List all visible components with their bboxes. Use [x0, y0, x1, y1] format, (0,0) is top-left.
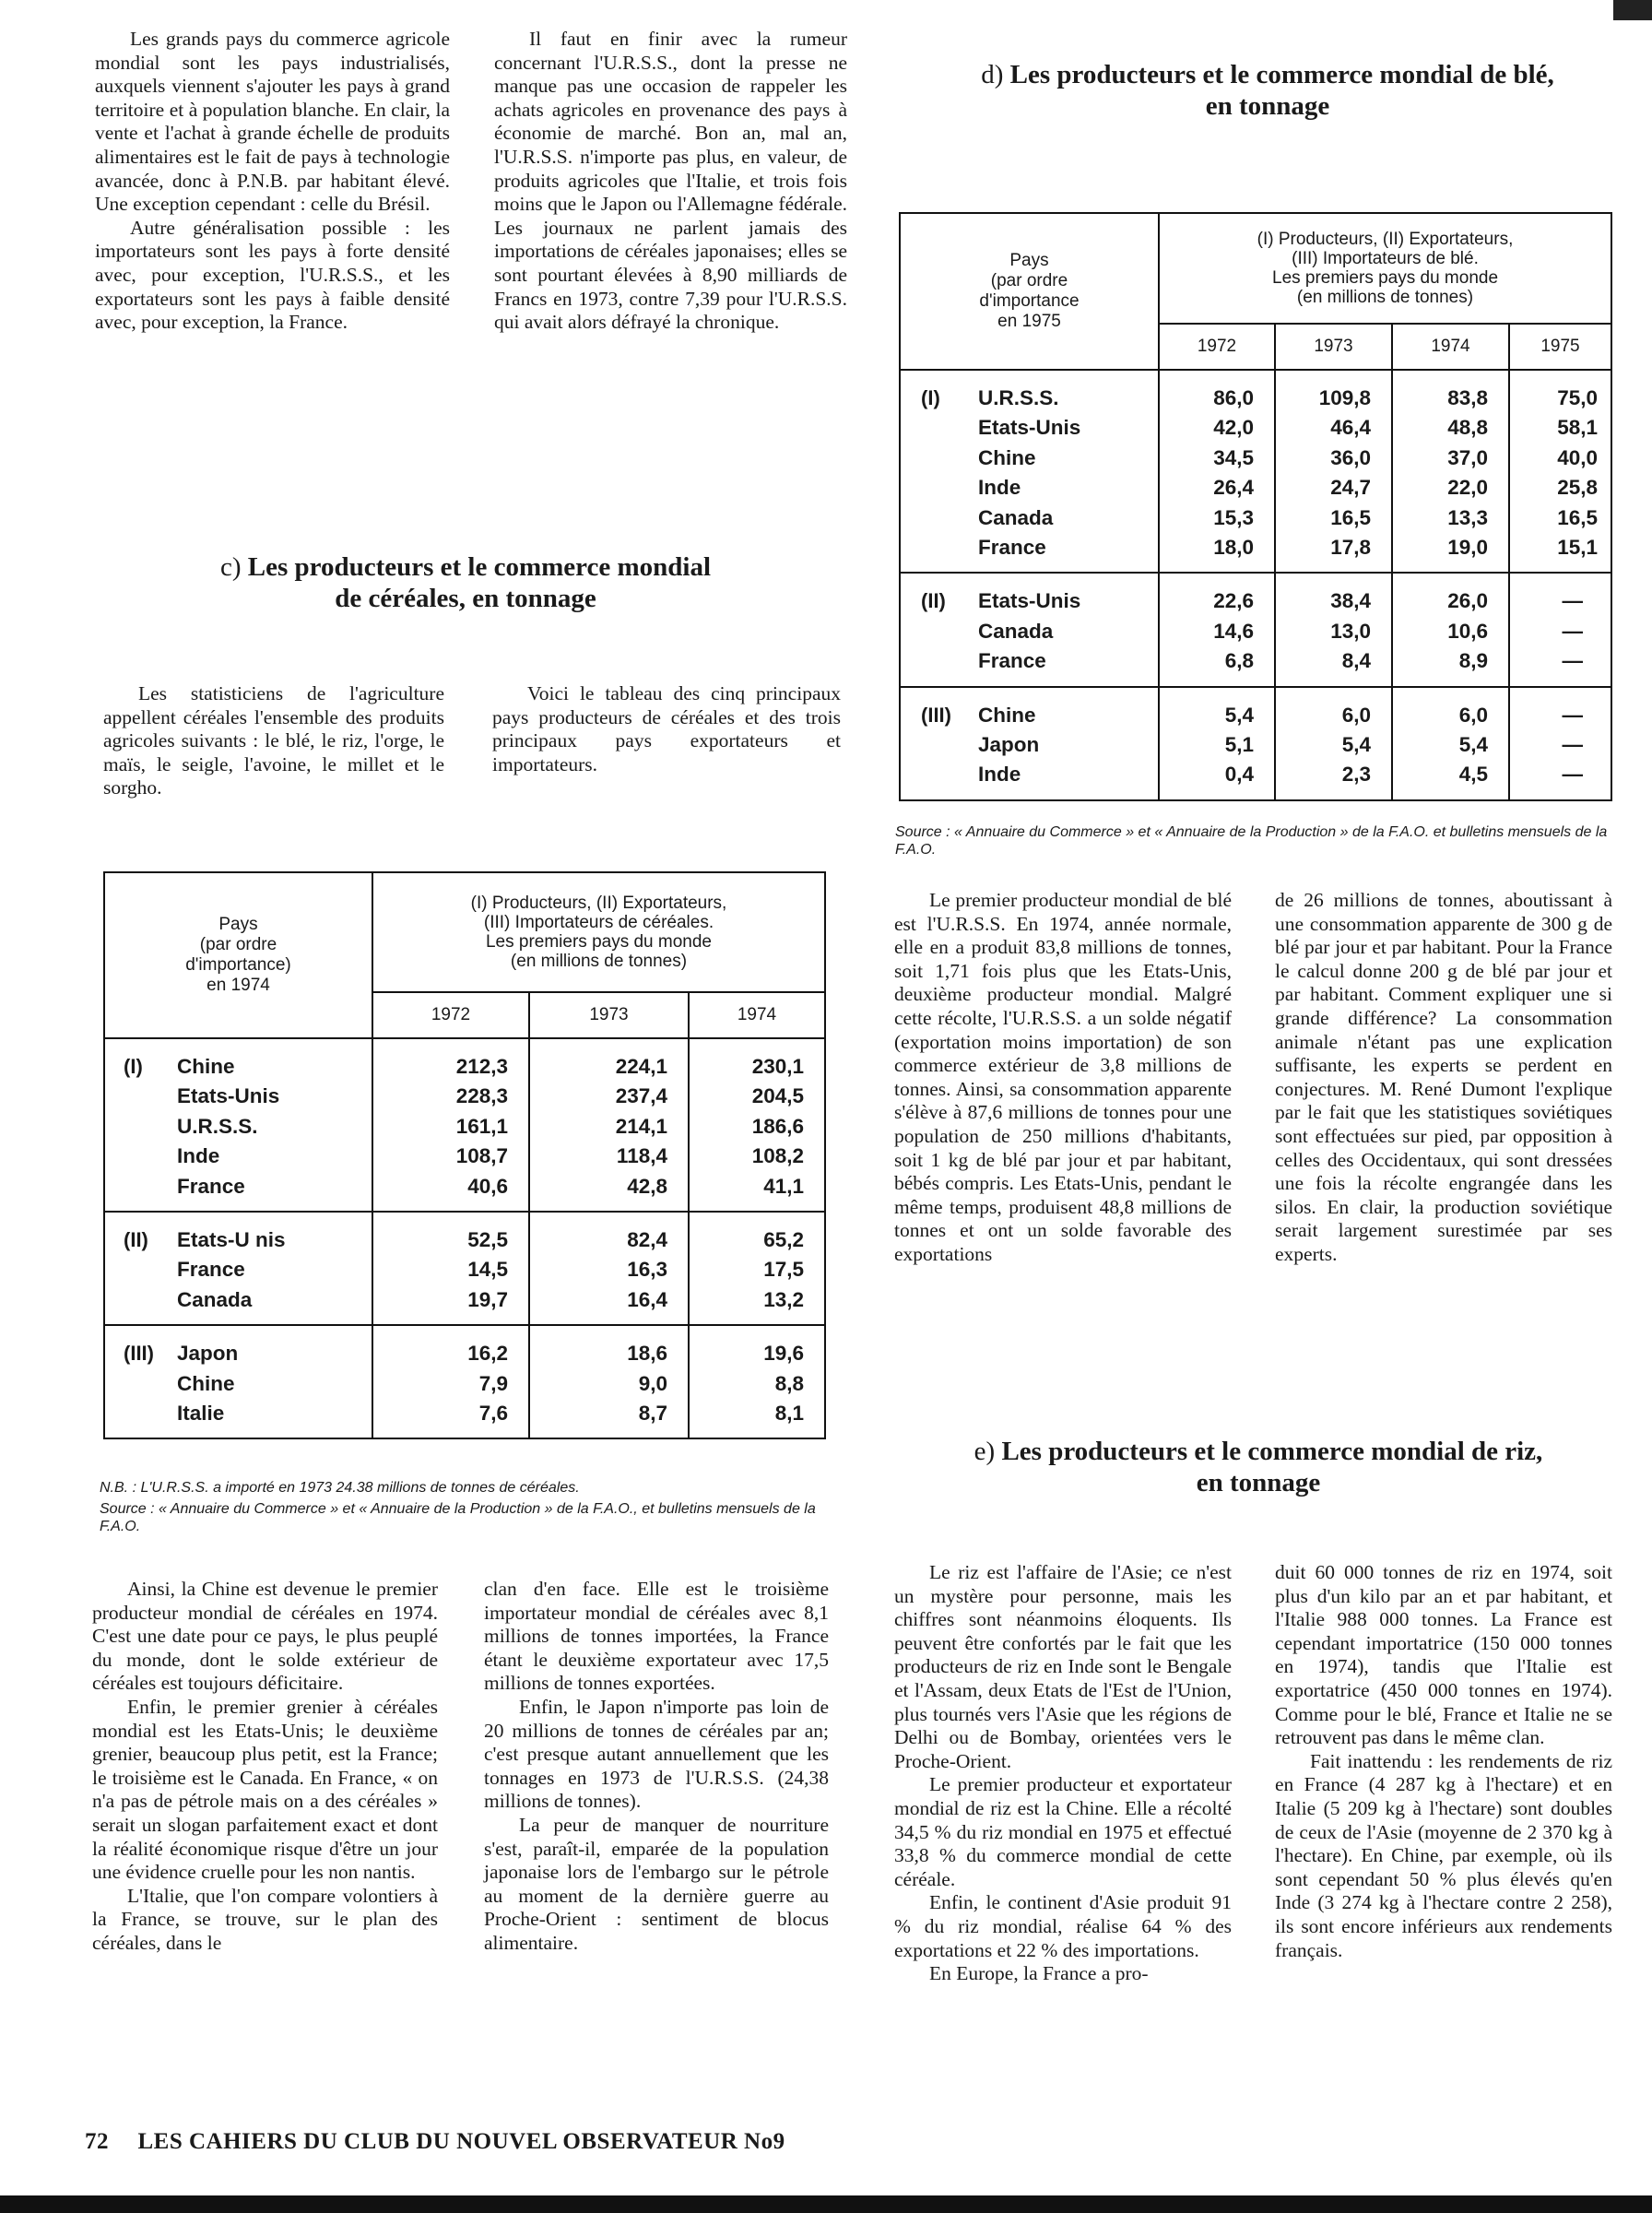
year-header-1975: 1975 [1509, 324, 1611, 370]
country-name: Italie [177, 1402, 225, 1426]
country-name: Etats-Unis [177, 1084, 280, 1108]
table-row-group-importers [104, 1325, 825, 1438]
value-cell: 42,8 [627, 1174, 667, 1198]
cereals-note: N.B. : L'U.R.S.S. a importé en 1973 24.38 millions de tonnes de céréales. [100, 1480, 580, 1496]
value-cell: 9,0 [638, 1371, 667, 1395]
section-e-heading [899, 1436, 1618, 1498]
country-name: Etats-U nis [177, 1228, 286, 1252]
year-header-1972: 1972 [1159, 324, 1275, 370]
section-e-letter: e) [974, 1437, 996, 1466]
country-name: Inde [978, 763, 1021, 787]
country-name: Japon [177, 1342, 239, 1366]
table-row-group-exporters [104, 1212, 825, 1325]
group-label: (I) [124, 1055, 143, 1078]
bottom-left-column-2: clan d'en face. Elle est le troisième importateur mondial de céréales avec 8,1 millions de tonnes importées, la France étant le deuxième exportateur avec 17,5 millions de tonnes exportées. Enfin, le Japon n'importe pas loin de 20 millions de tonnes de céréales par an; c'est presque autant annuellement que les tonnages en 1973 de l'U.R.S.S. (24,38 millions de tonnes). La peur de manquer de nourriture s'est, paraît-il, emparée de la population japonaise lors de l'embargo sur le pétrole au moment de la dernière guerre au Proche-Orient : sentiment de blocus alimentaire. [484, 1578, 829, 1954]
rice-column-2: duit 60 000 tonnes de riz en 1974, soit plus d'un kilo par an et par habitant, et l'Italie 988 000 tonnes. La France est cependant importatrice (150 000 tonnes en 1974), tandis que l'Italie est exportatrice (450 000 tonnes en 1974). Comme pour le blé, France et Italie ne se retrouvent pas dans le même clan. Fait inattendu : les rendements de riz en France (4 287 kg à l'hectare) et en Italie (5 209 kg à l'hectare) sont doubles de ceux de l'Asie (moyenne de 2 370 kg à l'hectare). En Chine, par exemple, où ils sont cependant 50 % plus élevés qu'en Inde (3 274 kg à l'hectare contre 2 258), ils sont encore inférieurs aux rendements français. [1275, 1561, 1612, 1961]
country-name: France [177, 1258, 245, 1282]
value-cell: 7,6 [478, 1402, 508, 1426]
value-cell: 26,4 [1213, 476, 1254, 500]
page-number: 72 [85, 2129, 109, 2154]
cereals-source: Source : « Annuaire du Commerce » et « Annuaire de la Production » de la F.A.O., et bulletins mensuels de la F.A.O. [100, 1501, 816, 1534]
section-c-heading [101, 551, 830, 614]
value-cell: 108,7 [455, 1144, 508, 1168]
value-cell: 16,5 [1330, 505, 1371, 529]
bottom-left-column-1: Ainsi, la Chine est devenue le premier producteur mondial de céréales en 1974. C'est une date pour ce pays, le plus peuplé du monde, dont le solde extérieur de céréales est toujours déficitaire. Enfin, le premier grenier à céréales mondial est les Etats-Unis; le deuxième grenier, beaucoup plus petit, est la France; le troisième est le Canada. En France, « on n'a pas de pétrole mais on a des céréales » serait un slogan parfaitement exact et dont la réalité économique risque d'être un jour une évidence cruelle pour les non nantis. L'Italie, que l'on compare volontiers à la France, se trouve, sur le plan des céréales, dans le [92, 1578, 438, 1954]
value-cell: 224,1 [615, 1055, 667, 1078]
value-cell: 108,2 [751, 1144, 804, 1168]
value-cell: 15,3 [1213, 505, 1254, 529]
value-cell: 10,6 [1447, 619, 1488, 643]
bottom-border [0, 2195, 1652, 2213]
value-cell: 5,4 [1341, 733, 1371, 757]
country-header: Pays (par ordre d'importance) en 1974 [104, 872, 372, 1038]
country-name: Inde [978, 476, 1021, 500]
wheat-table [899, 212, 1612, 801]
value-cell: 230,1 [751, 1055, 804, 1078]
group-label: (III) [921, 703, 951, 727]
country-name: Etats-Unis [978, 416, 1081, 440]
wheat-source: Source : « Annuaire du Commerce » et « Annuaire de la Production » de la F.A.O. et bulletins mensuels de la F.A.O. [895, 824, 1608, 858]
value-cell: 14,6 [1213, 619, 1254, 643]
value-cell: 13,3 [1447, 505, 1488, 529]
value-cell: 118,4 [616, 1144, 667, 1168]
country-name: Inde [177, 1144, 220, 1168]
value-cell: 7,9 [478, 1371, 508, 1395]
table-row-group-exporters [900, 573, 1611, 686]
section-c-letter: c) [219, 552, 242, 582]
value-cell: 109,8 [1318, 386, 1371, 409]
country-name: U.R.S.S. [978, 386, 1059, 409]
wheat-column-1: Le premier producteur mondial de blé est l'U.R.S.S. En 1974, année normale, elle en a produit 83,8 millions de tonnes, soit 1,71 fois plus que les Etats-Unis, deuxième producteur mondial. Malgré cette récolte, l'U.R.S.S. a un solde négatif (exportation moins importation) de son commerce extérieur de 3,8 millions de tonnes. Ainsi, sa consommation apparente s'élève à 87,6 millions de tonnes pour une population de 250 millions d'habitants, soit 1 kg de blé par jour et par habitant, bébés compris. Les Etats-Unis, pendant le même temps, produisent 48,8 millions de tonnes et ont un solde favorable des exportations [894, 889, 1232, 1265]
country-name: Chine [177, 1371, 235, 1395]
value-cell: 82,4 [627, 1228, 667, 1252]
section-d-title-line2: en tonnage [1205, 91, 1330, 121]
value-cell: 24,7 [1330, 476, 1371, 500]
value-cell: 8,1 [774, 1402, 804, 1426]
section-c-title-line2: de céréales, en tonnage [335, 584, 596, 613]
country-name: Canada [177, 1287, 253, 1311]
value-cell: 22,6 [1213, 589, 1254, 613]
value-cell: 5,4 [1224, 703, 1254, 727]
value-cell: 8,8 [774, 1371, 804, 1395]
value-cell: — [1562, 733, 1584, 757]
table-row-group-importers [900, 687, 1611, 800]
table-description-header: (I) Producteurs, (II) Exportateurs, (III) Importateurs de céréales. Les premiers pays du monde (en millions de tonnes) [372, 872, 825, 992]
country-name: U.R.S.S. [177, 1114, 258, 1138]
country-name: Chine [978, 445, 1036, 469]
value-cell: 17,8 [1330, 536, 1371, 560]
country-name: France [978, 536, 1046, 560]
value-cell: 214,1 [615, 1114, 667, 1138]
cereals-table [103, 871, 826, 1439]
group-label: (I) [921, 386, 940, 409]
value-cell: 15,1 [1557, 536, 1599, 560]
year-header-1974: 1974 [1392, 324, 1509, 370]
value-cell: 40,0 [1557, 445, 1599, 469]
value-cell: 6,0 [1341, 703, 1371, 727]
value-cell: — [1562, 619, 1584, 643]
table-description-header: (I) Producteurs, (II) Exportateurs, (III) Importateurs de blé. Les premiers pays du monde (en millions de tonnes) [1159, 213, 1611, 324]
value-cell: 228,3 [455, 1084, 508, 1108]
value-cell: 83,8 [1447, 386, 1488, 409]
value-cell: 38,4 [1330, 589, 1371, 613]
section-c-title-line1: Les producteurs et le commerce mondial [247, 552, 712, 582]
value-cell: 161,1 [455, 1114, 508, 1138]
value-cell: 18,6 [627, 1342, 667, 1366]
value-cell: 41,1 [763, 1174, 804, 1198]
intro-column-2: Il faut en finir avec la rumeur concernant l'U.R.S.S., dont la presse ne manque pas une occasion de rappeler les achats agricoles en provenance des pays à économie de marché. Bon an, mal an, l'U.R.S.S. n'importe pas plus, en valeur, de produits agricoles que l'Italie, et trois fois moins que le Japon ou l'Allemagne fédérale. Les journaux ne parlent jamais des importations de céréales japonaises; elles se sont pourtant élevées à 8,90 milliards de Francs en 1973, contre 7,39 pour l'U.R.S.S. qui avait alors défrayé la chronique. [494, 28, 847, 334]
value-cell: 52,5 [467, 1228, 508, 1252]
group-label: (III) [124, 1342, 154, 1366]
rice-column-1: Le riz est l'affaire de l'Asie; ce n'est un mystère pour personne, mais les chiffres sont néanmoins éloquents. Ils peuvent être confortés par le fait que les producteurs de riz en Inde sont le Bengale et l'Assam, deux Etats de l'Est de l'Union, plus tournés vers l'Asie que les régions de Delhi ou de Bombay, orientées vers le Proche-Orient. Le premier producteur et exportateur mondial de riz est la Chine. Elle a récolté 34,5 % du riz mondial en 1975 et effectué 33,8 % du commerce mondial de cette céréale. Enfin, le continent d'Asie produit 91 % du riz mondial, réalise 64 % des exportations et 22 % des importations. En Europe, la France a pro- [894, 1561, 1232, 1985]
value-cell: — [1562, 763, 1584, 787]
table-row-group-producers [900, 370, 1611, 573]
country-name: Chine [177, 1055, 235, 1078]
section-d-heading [903, 59, 1632, 122]
value-cell: 8,7 [638, 1402, 667, 1426]
section-d-title-line1: Les producteurs et le commerce mondial de blé, [1009, 60, 1554, 89]
value-cell: 0,4 [1224, 763, 1254, 787]
value-cell: 46,4 [1330, 416, 1371, 440]
country-name: Canada [978, 505, 1054, 529]
value-cell: — [1562, 589, 1584, 613]
value-cell: 204,5 [751, 1084, 804, 1108]
value-cell: 16,3 [627, 1258, 667, 1282]
value-cell: 75,0 [1557, 386, 1599, 409]
value-cell: 34,5 [1213, 445, 1254, 469]
value-cell: 25,8 [1557, 476, 1599, 500]
group-label: (II) [921, 589, 946, 613]
value-cell: 5,4 [1458, 733, 1488, 757]
country-name: Japon [978, 733, 1040, 757]
value-cell: 18,0 [1213, 536, 1254, 560]
value-cell: 48,8 [1447, 416, 1488, 440]
value-cell: — [1562, 649, 1584, 673]
value-cell: 13,0 [1330, 619, 1371, 643]
value-cell: 16,2 [467, 1342, 508, 1366]
year-header-1972: 1972 [372, 992, 529, 1038]
value-cell: 19,6 [763, 1342, 804, 1366]
section-e-title-line1: Les producteurs et le commerce mondial de riz, [1001, 1437, 1543, 1466]
section-c-paragraph-right: Voici le tableau des cinq principaux pays producteurs de céréales et des trois principaux pays exportateurs et importateurs. [492, 682, 841, 775]
country-header: Pays (par ordre d'importance en 1975 [900, 213, 1159, 370]
value-cell: 16,4 [627, 1287, 667, 1311]
section-c-paragraph-left: Les statisticiens de l'agriculture appellent céréales l'ensemble des produits agricoles suivants : le blé, le riz, l'orge, le maïs, le seigle, l'avoine, le millet et le sorgho. [103, 682, 444, 799]
value-cell: 40,6 [467, 1174, 508, 1198]
table-row-group-producers [104, 1038, 825, 1212]
value-cell: 17,5 [763, 1258, 804, 1282]
value-cell: 19,0 [1447, 536, 1488, 560]
value-cell: 65,2 [763, 1228, 804, 1252]
page-footer [85, 2129, 914, 2155]
year-header-1973: 1973 [1275, 324, 1392, 370]
value-cell: 2,3 [1341, 763, 1371, 787]
value-cell: 26,0 [1447, 589, 1488, 613]
value-cell: 14,5 [467, 1258, 508, 1282]
year-header-1974: 1974 [689, 992, 825, 1038]
value-cell: 58,1 [1557, 416, 1599, 440]
section-d-letter: d) [981, 60, 1004, 89]
publication-title: LES CAHIERS DU CLUB DU NOUVEL OBSERVATEUR No9 [137, 2129, 785, 2154]
country-name: France [177, 1174, 245, 1198]
country-name: Chine [978, 703, 1036, 727]
year-header-1973: 1973 [529, 992, 689, 1038]
value-cell: 42,0 [1213, 416, 1254, 440]
intro-column-1: Les grands pays du commerce agricole mondial sont les pays industrialisés, auxquels viennent s'ajouter les pays à grand territoire et à population blanche. En clair, la vente et l'achat à grande échelle de produits alimentaires est le fait de pays à technologie avancée, donc à P.N.B. par habitant élevé. Une exception cependant : celle du Brésil. Autre généralisation possible : les importateurs sont les pays à forte densité avec, pour exception, l'U.R.S.S., et les exportateurs sont les pays à faible densité avec, pour exception, la France. [95, 28, 450, 334]
value-cell: 6,0 [1458, 703, 1488, 727]
group-label: (II) [124, 1228, 148, 1252]
value-cell: 36,0 [1330, 445, 1371, 469]
value-cell: 22,0 [1447, 476, 1488, 500]
scan-corner-mark [1613, 0, 1652, 20]
value-cell: 186,6 [751, 1114, 804, 1138]
country-name: France [978, 649, 1046, 673]
wheat-column-2: de 26 millions de tonnes, aboutissant à une consommation apparente de 300 g de blé par jour et par habitant. Pour la France le calcul donne 200 g de blé par jour et par habitant. Comment expliquer une si grande différence? La consommation animale n'étant pas une explication suffisante, les experts se perdent en conjectures. M. René Dumont l'explique par le fait que les statistiques soviétiques sont effectuées sur pied, par opposition à celles des Occidentaux, qui sont dressées une fois la récolte engrangée dans les silos. En clair, la production soviétique serait largement surestimée par ses experts. [1275, 889, 1612, 1265]
value-cell: 37,0 [1447, 445, 1488, 469]
value-cell: 6,8 [1224, 649, 1254, 673]
section-e-title-line2: en tonnage [1196, 1468, 1321, 1497]
value-cell: 8,4 [1341, 649, 1371, 673]
value-cell: 4,5 [1458, 763, 1488, 787]
country-name: Etats-Unis [978, 589, 1081, 613]
value-cell: 237,4 [615, 1084, 667, 1108]
country-name: Canada [978, 619, 1054, 643]
value-cell: 5,1 [1224, 733, 1254, 757]
value-cell: 16,5 [1557, 505, 1599, 529]
value-cell: 86,0 [1213, 386, 1254, 409]
value-cell: 19,7 [467, 1287, 508, 1311]
value-cell: 212,3 [455, 1055, 508, 1078]
value-cell: 13,2 [763, 1287, 804, 1311]
value-cell: 8,9 [1458, 649, 1488, 673]
value-cell: — [1562, 703, 1584, 727]
